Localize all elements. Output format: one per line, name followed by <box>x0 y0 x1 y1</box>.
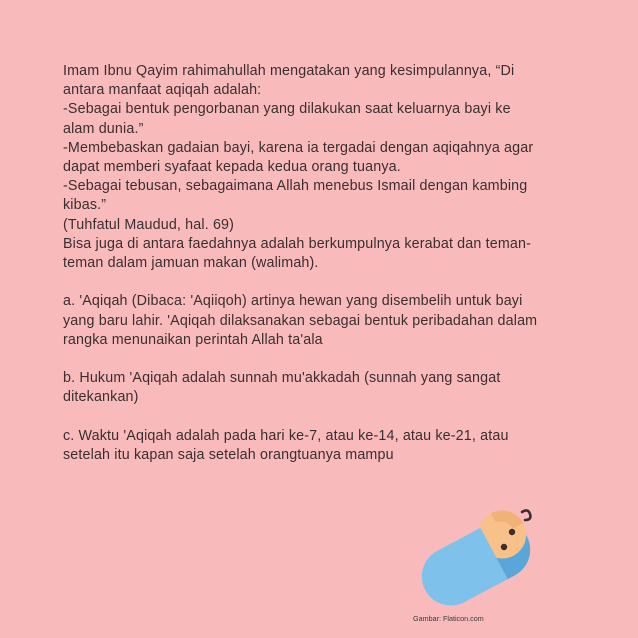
text-line: kibas.” <box>63 197 107 214</box>
hair-curl <box>522 510 530 520</box>
swaddled-baby-icon <box>412 498 540 610</box>
intro-paragraph <box>63 62 619 273</box>
text-line: yang baru lahir. 'Aqiqah dilaksanakan sebagai bentuk peribadahan dalam <box>63 312 538 329</box>
text-line: dapat memberi syafaat kepada kedua orang tuanya. <box>63 159 401 176</box>
baby-eye <box>509 529 515 535</box>
text-line: -Sebagai tebusan, sebagaimana Allah menebus Ismail dengan kambing <box>63 178 528 195</box>
text-line: antara manfaat aqiqah adalah: <box>63 82 262 99</box>
text-line: -Membebaskan gadaian bayi, karena ia tergadai dengan aqiqahnya agar <box>63 139 534 156</box>
paragraph-spacer <box>63 408 619 427</box>
text-line: ditekankan) <box>63 389 139 406</box>
paragraph-spacer <box>63 273 619 292</box>
text-line: teman dalam jamuan makan (walimah). <box>63 255 319 272</box>
point-c-paragraph <box>63 427 619 465</box>
baby-eye <box>501 544 507 550</box>
text-line: c. Waktu 'Aqiqah adalah pada hari ke-7, atau ke-14, atau ke-21, atau <box>63 427 509 444</box>
paragraph-spacer <box>63 350 619 369</box>
text-line: setelah itu kapan saja setelah orangtuanya mampu <box>63 447 394 464</box>
text-line: -Sebagai bentuk pengorbanan yang dilakukan saat keluarnya bayi ke <box>63 101 511 118</box>
text-line: a. 'Aqiqah (Dibaca: 'Aqiiqoh) artinya hewan yang disembelih untuk bayi <box>63 293 523 310</box>
text-line: rangka menunaikan perintah Allah ta'ala <box>63 331 323 348</box>
article-body <box>63 62 619 465</box>
text-line: b. Hukum 'Aqiqah adalah sunnah mu'akkadah (sunnah yang sangat <box>63 370 501 387</box>
image-credit: Gambar: Flaticon.com <box>413 614 484 623</box>
text-line: Imam Ibnu Qayim rahimahullah mengatakan yang kesimpulannya, “Di <box>63 63 515 79</box>
citation-line: (Tuhfatul Maudud, hal. 69) <box>63 216 235 233</box>
text-line: Bisa juga di antara faedahnya adalah berkumpulnya kerabat dan teman- <box>63 235 532 252</box>
point-b-paragraph <box>63 369 619 407</box>
text-line: alam dunia.” <box>63 120 144 137</box>
point-a-paragraph <box>63 292 619 350</box>
